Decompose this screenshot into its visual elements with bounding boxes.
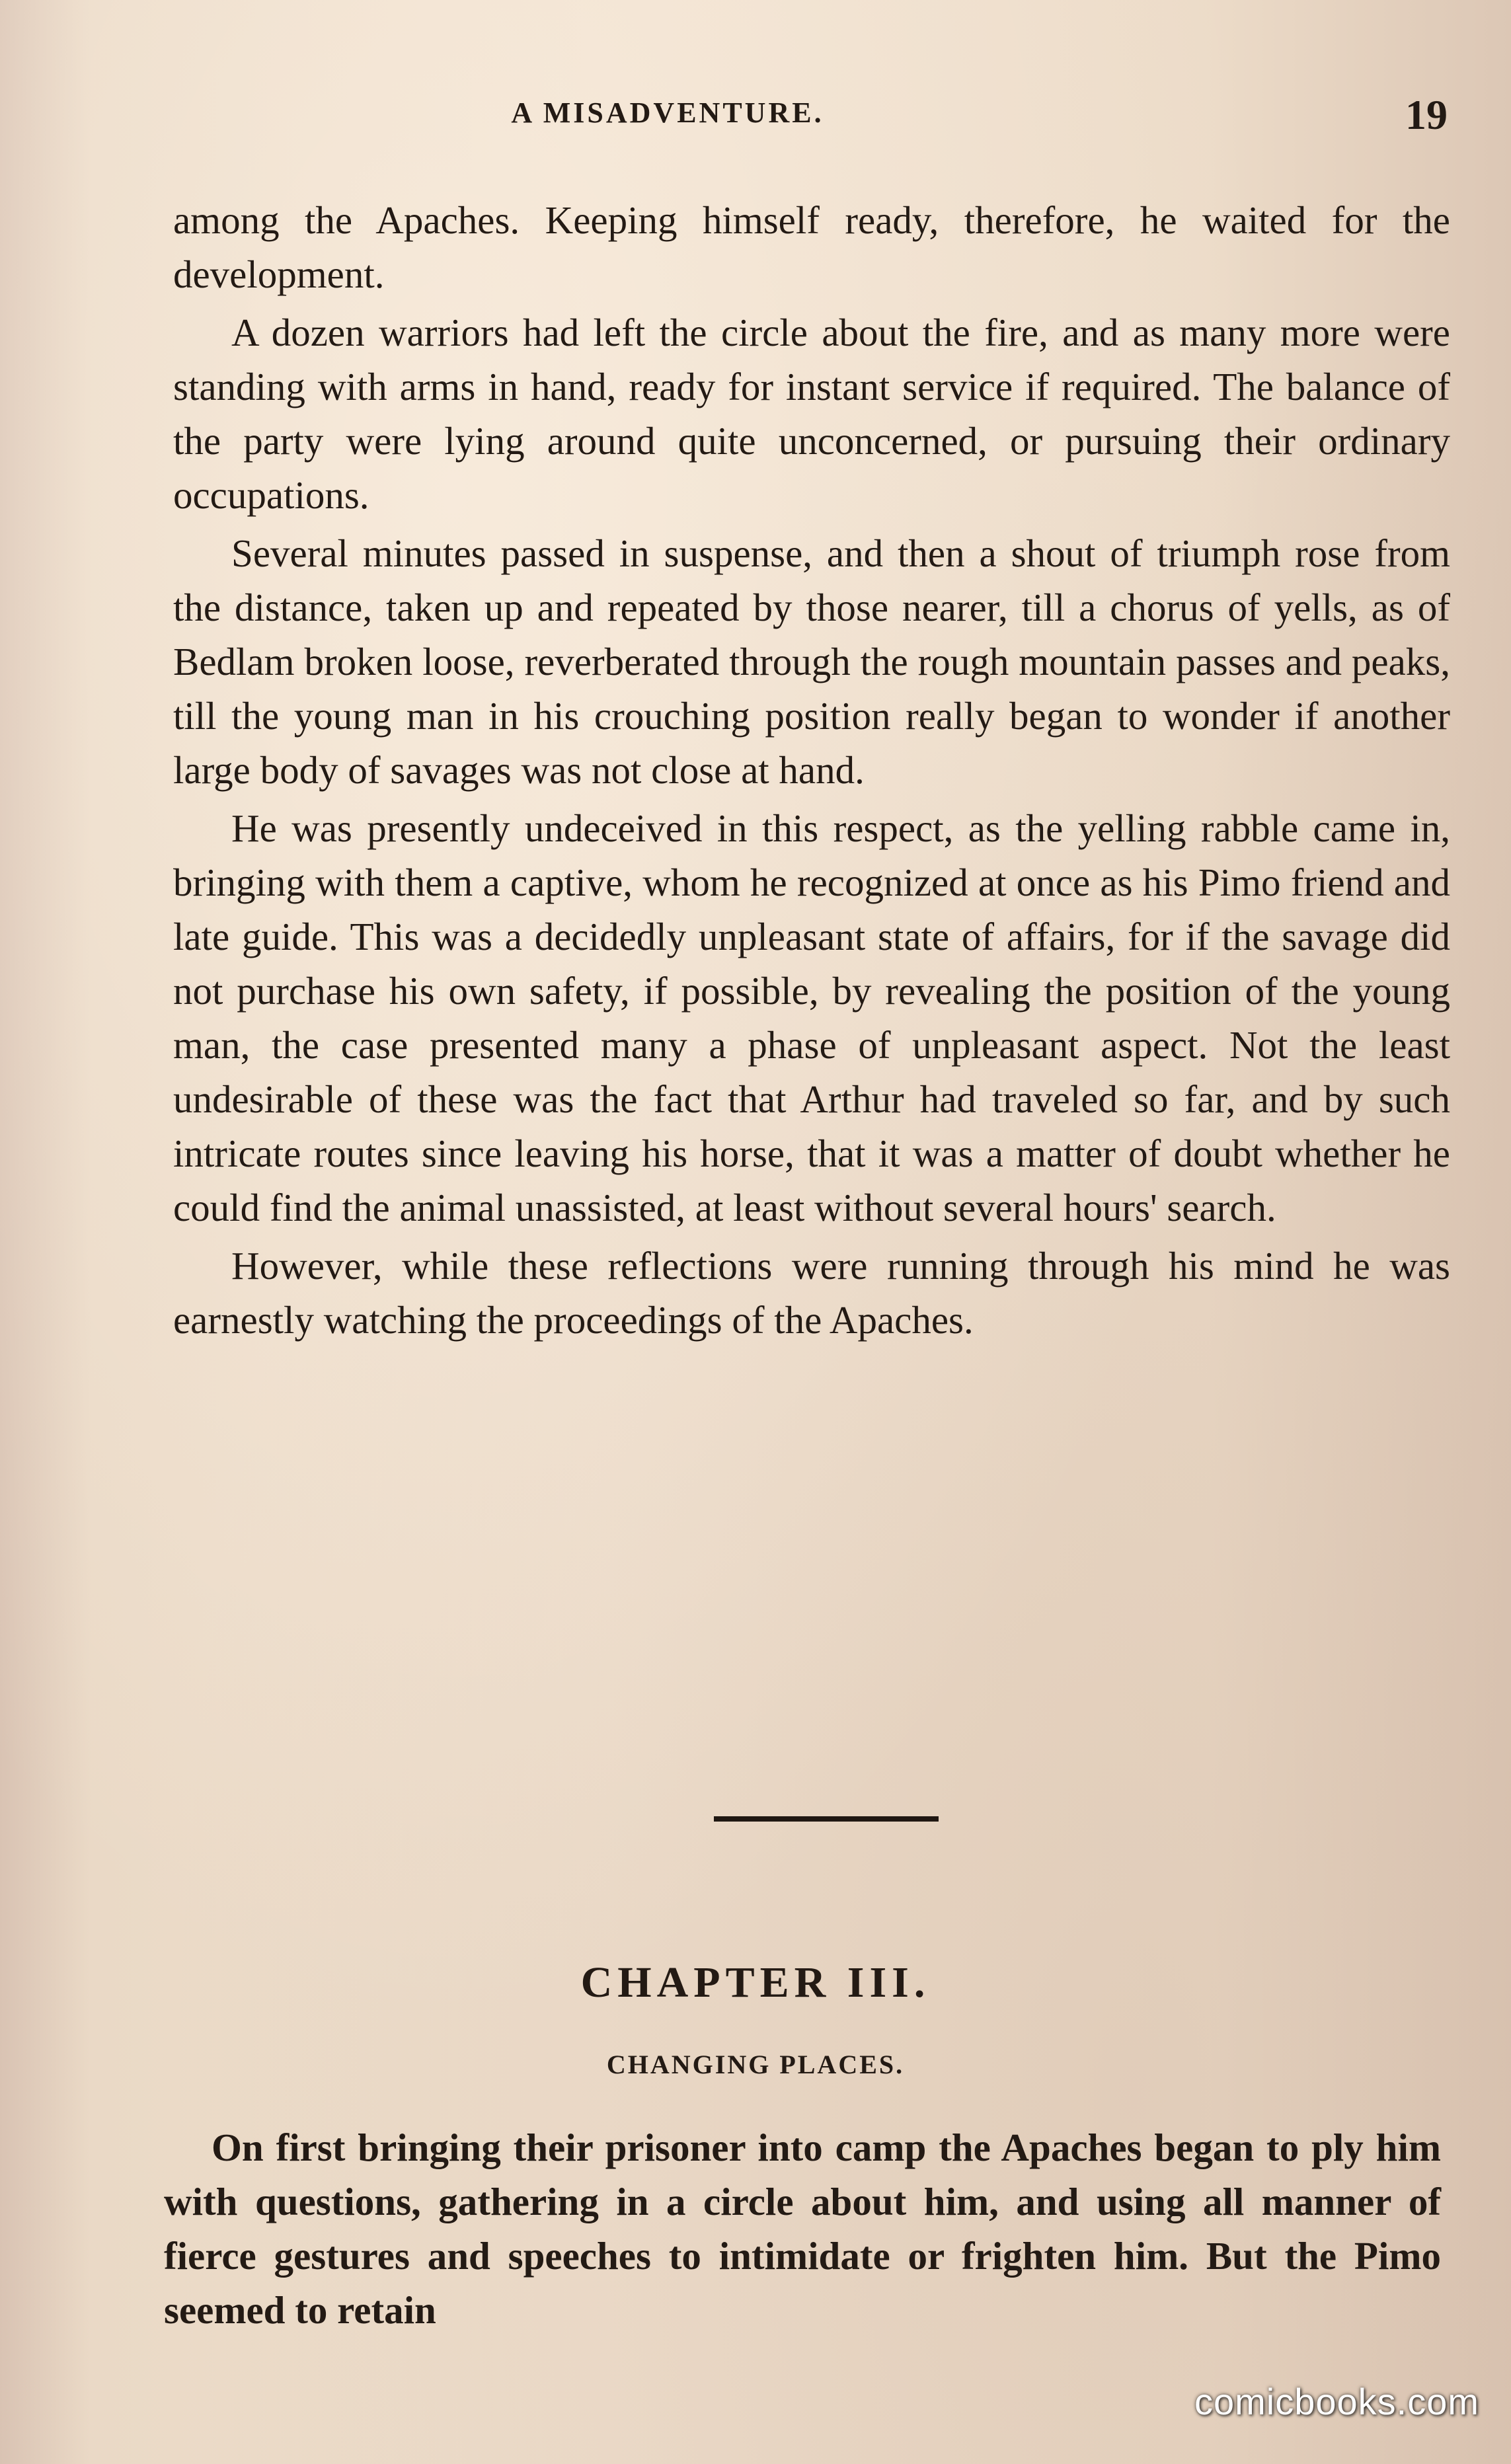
- chapter-title: CHAPTER III.: [580, 1958, 931, 2007]
- paragraph: A dozen warriors had left the circle about the fire, and as many more were standing with arms in hand, ready for instant service if required. The balance of the party were lying around quite unconcerned, or pursuing their ordinary occupations.: [173, 311, 1450, 517]
- section-divider: [714, 1816, 939, 1822]
- body-text: [173, 193, 1450, 1347]
- watermark: comicbooks.com: [1194, 2381, 1479, 2422]
- paragraph: He was presently undeceived in this respect, as the yelling rabble came in, bringing with them a captive, whom he recognized at once as his Pimo friend and late guide. This was a decidedly unpleasant state of affairs, for if the savage did not purchase his own safety, if possible, by revealing the position of the young man, the case presented many a phase of unpleasant aspect. Not the least undesirable of these was the fact that Arthur had traveled so far, and by such intricate routes since leaving his horse, that it was a matter of doubt whether he could find the animal unassisted, at least without several hours' search.: [173, 806, 1450, 1229]
- paragraph: among the Apaches. Keeping himself ready, therefore, he waited for the development.: [173, 198, 1450, 296]
- paragraph: On first bringing their prisoner into camp the Apaches began to ply him with questions, gathering in a circle about him, and using all manner of fierce gestures and speeches to intimidate or frighten him. But the Pimo seemed to retain: [164, 2126, 1441, 2332]
- paragraph: Several minutes passed in suspense, and then a shout of triumph rose from the distance, taken up and repeated by those nearer, till a chorus of yells, as of Bedlam broken loose, reverberated through the rough mountain passes and peaks, till the young man in his crouching position really began to wonder if another large body of savages was not close at hand.: [173, 531, 1450, 792]
- running-head: A MISADVENTURE.: [511, 96, 824, 129]
- page-header: [172, 91, 1454, 149]
- paragraph: However, while these reflections were running through his mind he was earnestly watching the proceedings of the Apaches.: [173, 1244, 1450, 1342]
- page-number: 19: [1405, 91, 1448, 138]
- chapter-body-text: [164, 2120, 1441, 2337]
- chapter-subtitle: CHANGING PLACES.: [606, 2050, 905, 2079]
